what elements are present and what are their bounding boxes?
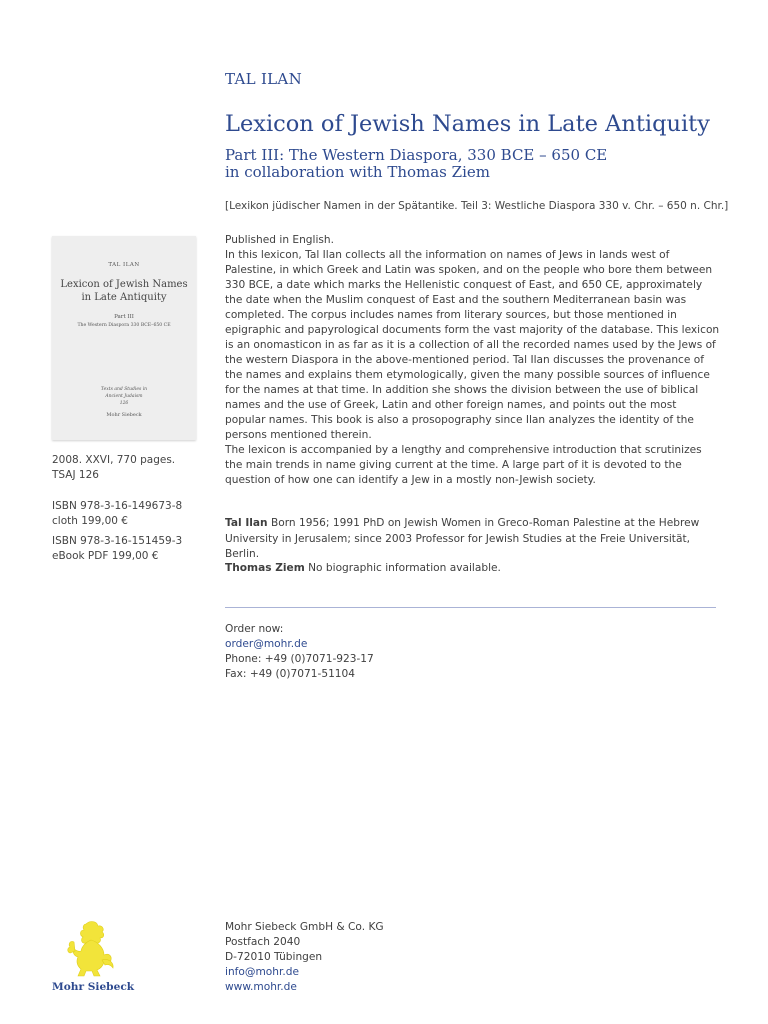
- company-name: Mohr Siebeck GmbH & Co. KG: [225, 921, 384, 933]
- author-bio-thomas-ziem: [225, 561, 720, 577]
- cover-title-line-1: Lexicon of Jewish Names: [60, 279, 188, 290]
- cloth-price: cloth 199,00 €: [52, 515, 128, 527]
- lion-icon: [64, 920, 116, 978]
- city: D-72010 Tübingen: [225, 951, 323, 963]
- cover-subtitle: The Western Diaspora 330 BCE–650 CE: [77, 323, 171, 328]
- cover-part: Part III: [114, 314, 134, 320]
- cover-publisher: Mohr Siebeck: [106, 412, 142, 418]
- publisher-logo: [52, 920, 135, 996]
- cover-series: [52, 386, 196, 407]
- ebook-edition: [52, 534, 182, 564]
- ebook-price: eBook PDF 199,00 €: [52, 550, 159, 562]
- cloth-edition: [52, 499, 182, 529]
- book-description: [225, 233, 720, 488]
- info-email-link[interactable]: info@mohr.de: [225, 966, 299, 978]
- series-info: TSAJ 126: [52, 469, 99, 481]
- isbn-ebook: ISBN 978-3-16-151459-3: [52, 535, 183, 547]
- subtitle-line-2: in collaboration with Thomas Ziem: [225, 163, 490, 181]
- order-info: [225, 622, 374, 682]
- book-title: Lexicon of Jewish Names in Late Antiquity: [225, 111, 710, 137]
- order-fax: Fax: +49 (0)7071-51104: [225, 668, 356, 680]
- bio-text: No biographic information available.: [304, 562, 501, 574]
- bio-name: Tal Ilan: [225, 517, 268, 529]
- cover-series-line-3: 126: [119, 401, 129, 406]
- order-label: Order now:: [225, 623, 284, 635]
- cover-series-line-2: Ancient Judaism: [105, 394, 143, 399]
- cover-author: TAL ILAN: [108, 262, 140, 268]
- author-bio-tal-ilan: [225, 516, 720, 563]
- description-paragraph-2: The lexicon is accompanied by a lengthy and comprehensive introduction that scrutinizes the main trends in name giving current at the time. A large part of it is devoted to the question of how one can identify a Jew in a mostly non-Jewish society.: [225, 444, 702, 486]
- bio-text: Born 1956; 1991 PhD on Jewish Women in Greco-Roman Palestine at the Hebrew University in Jerusalem; since 2003 Professor for Jewish Studies at the Freie Universität, Berlin.: [225, 517, 700, 560]
- pages-info: 2008. XXVI, 770 pages.: [52, 454, 176, 466]
- bio-name: Thomas Ziem: [225, 562, 305, 574]
- isbn-cloth: ISBN 978-3-16-149673-8: [52, 500, 183, 512]
- german-title: [Lexikon jüdischer Namen in der Spätantike. Teil 3: Westliche Diaspora 330 v. Chr. – 650 n. Chr.]: [225, 200, 729, 212]
- cover-title-line-2: in Late Antiquity: [81, 292, 167, 303]
- book-subtitle: [225, 147, 607, 181]
- logo-text: Mohr Siebeck: [52, 981, 135, 993]
- cover-series-line-1: Texts and Studies in: [100, 387, 148, 392]
- subtitle-line-1: Part III: The Western Diaspora, 330 BCE – 650 CE: [225, 146, 608, 164]
- book-details: [52, 453, 175, 483]
- section-divider: [225, 607, 716, 608]
- postfach: Postfach 2040: [225, 936, 301, 948]
- order-email-link[interactable]: order@mohr.de: [225, 638, 308, 650]
- publisher-address: [225, 920, 384, 995]
- order-phone: Phone: +49 (0)7071-923-17: [225, 653, 374, 665]
- author-name: TAL ILAN: [225, 70, 302, 88]
- description-language: Published in English.: [225, 234, 335, 246]
- cover-title: [58, 278, 190, 304]
- website-link[interactable]: www.mohr.de: [225, 981, 297, 993]
- description-paragraph-1: In this lexicon, Tal Ilan collects all the information on names of Jews in lands west of Palestine, in which Greek and Latin was spoken, and on the people who bore them between 330 BCE, a date which marks the Hellenistic conquest of East, and 650 CE, approximately the date when the Muslim conquest of East and the southern Mediterranean basin was completed. The corpus includes names from literary sources, but those mentioned in epigraphic and papyrological documents form the vast majority of the database. This lexicon is an onomasticon in as far as it is a collection of all the recorded names used by the Jews of the western Diaspora in the above-mentioned period. Tal Ilan discusses the provenance of the names and explains them etymologically, given the many possible sources of influence for the names at that time. In addition she shows the division between the use of biblical names and the use of Greek, Latin and other foreign names, and points out the most popular names. This book is also a prosopography since Ilan analyzes the identity of the persons mentioned therein.: [225, 249, 720, 441]
- book-cover-image: [52, 236, 196, 440]
